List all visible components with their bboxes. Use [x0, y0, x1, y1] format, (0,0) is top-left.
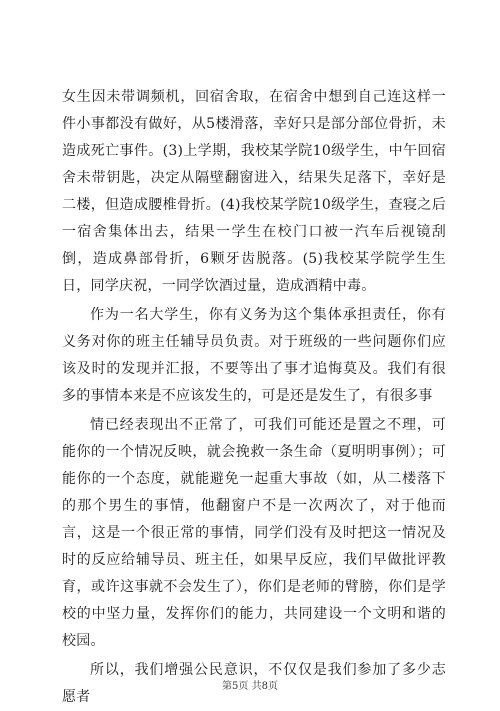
- paragraph-2: 作为一名大学生，你有义务为这个集体承担责任，你有义务对你的班主任辅导员负责。对于班级的一些问题你们应该及时的发现并汇报，不要等出了事才追悔莫及。我们有很多的事情本来是不应该发生的，可是还是发生了，有很多事: [62, 307, 446, 404]
- document-body: [62, 84, 446, 711]
- paragraph-1: 女生因未带调频机，回宿舍取，在宿舍中想到自己连这样一件小事都没有做好，从5楼滑落，幸好只是部分部位骨折，未造成死亡事件。(3)上学期，我校某学院10级学生，中午回宿舍未带钥匙，决定从隔壁翻窗进入，结果失足落下，幸好是二楼，但造成腰椎骨折。(4)我校某学院10级学生，查寝之后一宿舍集体出去，结果一学生在校门口被一汽车后视镜刮倒，造成鼻部骨折，6颗牙齿脱落。(5)我校某学院学生生日，同学庆祝，一同学饮酒过量，造成酒精中毒。: [62, 89, 446, 294]
- paragraph-4: 所以，我们增强公民意识，不仅仅是我们参加了多少志愿者: [62, 662, 446, 705]
- page-number-footer: 第5页 共8页: [222, 681, 278, 692]
- paragraph-3: 情已经表现出不正常了，可我们可能还是置之不理，可能你的一个情况反映，就会挽救一条生命（夏明明事例）；可能你的一个态度，就能避免一起重大事故（如，从二楼落下的那个男生的事情，他翻窗户不是一次两次了，对于他而言，这是一个很正常的事情，同学们没有及时把这一情况及时的反应给辅导员、班主任，如果早反应，我们早做批评教育，或许这事就不会发生了），你们是老师的臂膀，你们是学校的中坚力量，发挥你们的能力，共同建设一个文明和谐的校园。: [62, 417, 446, 649]
